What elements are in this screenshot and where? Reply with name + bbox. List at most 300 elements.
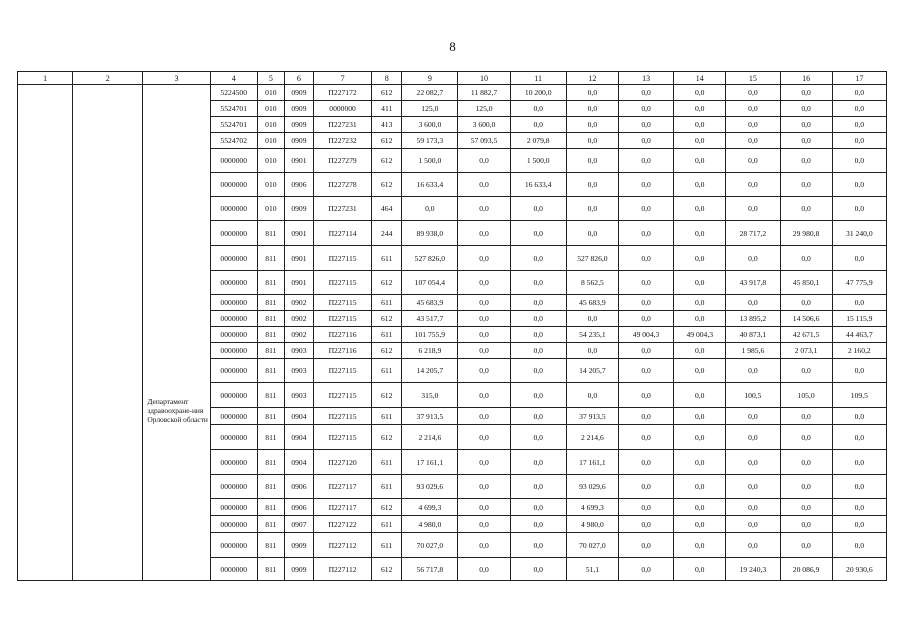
table-cell: 0,0 [726, 450, 780, 475]
table-cell: 0,0 [780, 173, 832, 197]
table-cell: 0,0 [510, 246, 566, 271]
table-cell: 0,0 [566, 383, 618, 408]
table-cell: 0,0 [618, 558, 673, 581]
table-cell: 0,0 [510, 343, 566, 359]
table-cell: П227231 [313, 117, 371, 133]
table-cell: 612 [372, 173, 402, 197]
column-header: 8 [372, 72, 402, 85]
table-cell: 0,0 [674, 221, 726, 246]
table-cell: 612 [372, 85, 402, 101]
table-cell: 0901 [284, 221, 313, 246]
table-cell: 0,0 [618, 343, 673, 359]
table-cell: 19 240,3 [726, 558, 780, 581]
table-cell: П227116 [313, 343, 371, 359]
table-cell: 2 079,8 [510, 133, 566, 149]
table-cell: 93 029,6 [402, 475, 458, 499]
table-cell: 0,0 [780, 85, 832, 101]
table-cell: 0,0 [618, 533, 673, 558]
table-cell: 811 [257, 383, 284, 408]
table-cell: 0,0 [726, 408, 780, 425]
table-cell: 44 463,7 [832, 327, 886, 343]
table-cell: 0,0 [458, 533, 510, 558]
table-cell: П227115 [313, 246, 371, 271]
table-cell: 612 [372, 383, 402, 408]
table-cell: 2 160,2 [832, 343, 886, 359]
table-cell: 0904 [284, 408, 313, 425]
table-cell: 0903 [284, 383, 313, 408]
table-cell: П227279 [313, 149, 371, 173]
table-cell: 0,0 [458, 383, 510, 408]
table-cell: 0,0 [618, 383, 673, 408]
table-cell: 49 004,3 [618, 327, 673, 343]
table-cell: 0000000 [210, 359, 257, 383]
table-cell: 0,0 [726, 101, 780, 117]
table-cell: 0,0 [780, 295, 832, 311]
table-cell: 811 [257, 271, 284, 295]
table-cell: 0,0 [566, 343, 618, 359]
table-cell: П227122 [313, 516, 371, 533]
table-cell: 811 [257, 425, 284, 450]
table-cell: 6 218,9 [402, 343, 458, 359]
table-cell: 413 [372, 117, 402, 133]
table-cell: 57 093,5 [458, 133, 510, 149]
table-cell: 612 [372, 271, 402, 295]
table-cell: 0000000 [210, 383, 257, 408]
table-cell: 411 [372, 101, 402, 117]
table-cell: П227231 [313, 197, 371, 221]
table-cell: 15 115,9 [832, 311, 886, 327]
table-cell: П227278 [313, 173, 371, 197]
table-body [18, 85, 887, 581]
table-cell: 0,0 [832, 295, 886, 311]
table-cell: 0000000 [210, 295, 257, 311]
table-cell: 0000000 [210, 197, 257, 221]
table-cell: 43 917,8 [726, 271, 780, 295]
department-name: Департамент здравоохране-ния Орловской области [147, 396, 208, 424]
table-cell: 125,0 [458, 101, 510, 117]
table-cell: 0,0 [458, 149, 510, 173]
table-cell: 0902 [284, 311, 313, 327]
table-cell: П227115 [313, 359, 371, 383]
table-cell: 51,1 [566, 558, 618, 581]
table-cell: 0904 [284, 425, 313, 450]
table-cell: П227117 [313, 499, 371, 516]
table-cell: 17 161,1 [402, 450, 458, 475]
table-cell: 0,0 [832, 197, 886, 221]
table-cell: 0906 [284, 173, 313, 197]
table-cell: 0902 [284, 295, 313, 311]
table-cell: 0,0 [674, 149, 726, 173]
table-cell: 0,0 [458, 197, 510, 221]
table-cell: 0,0 [674, 425, 726, 450]
table-cell: 611 [372, 246, 402, 271]
table-cell: 0,0 [566, 221, 618, 246]
table-cell: 14 205,7 [566, 359, 618, 383]
table-cell: 45 850,1 [780, 271, 832, 295]
table-cell: 612 [372, 311, 402, 327]
column-header: 12 [566, 72, 618, 85]
table-cell: 0901 [284, 149, 313, 173]
table-cell: 611 [372, 359, 402, 383]
table-cell: 0,0 [458, 516, 510, 533]
table-cell: 0,0 [566, 133, 618, 149]
table-cell: 70 027,0 [566, 533, 618, 558]
table-cell: 0,0 [510, 327, 566, 343]
column-header: 5 [257, 72, 284, 85]
column-header: 6 [284, 72, 313, 85]
table-cell: 0,0 [674, 173, 726, 197]
table-cell: П227115 [313, 271, 371, 295]
table-cell: 315,0 [402, 383, 458, 408]
table-cell: 0,0 [832, 101, 886, 117]
table-cell: 811 [257, 475, 284, 499]
table-cell: 0,0 [674, 516, 726, 533]
table-cell: 0,0 [618, 475, 673, 499]
table-cell: 2 073,1 [780, 343, 832, 359]
table-cell: 0,0 [510, 221, 566, 246]
table-cell: 59 173,3 [402, 133, 458, 149]
table-cell: 0,0 [510, 533, 566, 558]
table-cell: 1 500,0 [402, 149, 458, 173]
table-cell: 010 [257, 133, 284, 149]
table-cell: 40 873,1 [726, 327, 780, 343]
table-cell: 16 633,4 [510, 173, 566, 197]
table-cell: 0,0 [726, 133, 780, 149]
table-cell: 0,0 [458, 343, 510, 359]
table-cell: 0000000 [313, 101, 371, 117]
table-cell: 13 895,2 [726, 311, 780, 327]
table-cell: П227172 [313, 85, 371, 101]
table-cell: 0,0 [726, 117, 780, 133]
table-cell: 0,0 [458, 558, 510, 581]
table-cell: 611 [372, 327, 402, 343]
table-cell: 0,0 [832, 516, 886, 533]
table-cell: П227115 [313, 408, 371, 425]
table-cell: 0,0 [832, 425, 886, 450]
table-cell: 0000000 [210, 516, 257, 533]
table-cell: 0902 [284, 327, 313, 343]
table-cell: 0,0 [458, 425, 510, 450]
table-cell: 2 214,6 [402, 425, 458, 450]
table-cell: П227114 [313, 221, 371, 246]
table-cell: 0,0 [832, 117, 886, 133]
table-cell: 0000000 [210, 327, 257, 343]
table-cell: 0,0 [726, 197, 780, 221]
column-header: 10 [458, 72, 510, 85]
table-cell: 0,0 [674, 533, 726, 558]
table-cell: 100,5 [726, 383, 780, 408]
table-cell: 0,0 [618, 499, 673, 516]
table-cell: 0,0 [458, 359, 510, 383]
table-cell: 0,0 [566, 173, 618, 197]
table-cell: 0,0 [566, 117, 618, 133]
table-cell: 0,0 [780, 425, 832, 450]
table-cell: 0000000 [210, 343, 257, 359]
table-cell: 611 [372, 295, 402, 311]
table-cell: П227115 [313, 311, 371, 327]
table-cell: 0903 [284, 359, 313, 383]
table-cell: 20 930,6 [832, 558, 886, 581]
table-cell: 0,0 [832, 246, 886, 271]
table-cell: 0,0 [674, 499, 726, 516]
table-cell: 0,0 [832, 499, 886, 516]
table-cell: 22 082,7 [402, 85, 458, 101]
table-cell: 0,0 [510, 475, 566, 499]
table-cell: 45 683,9 [402, 295, 458, 311]
table-cell: 010 [257, 197, 284, 221]
page-number: 8 [449, 39, 456, 54]
budget-table [17, 71, 887, 581]
table-cell: 611 [372, 475, 402, 499]
table-cell: 0903 [284, 343, 313, 359]
table-cell: 0906 [284, 499, 313, 516]
table-cell: 0000000 [210, 425, 257, 450]
table-cell: 0,0 [674, 271, 726, 295]
table-cell: 0,0 [674, 197, 726, 221]
table-cell: 0,0 [510, 516, 566, 533]
table-cell: 0000000 [210, 271, 257, 295]
table-cell: 3 600,0 [402, 117, 458, 133]
table-cell: 31 240,0 [832, 221, 886, 246]
table-cell: 0,0 [458, 246, 510, 271]
table-cell: 0000000 [210, 221, 257, 246]
column-header: 4 [210, 72, 257, 85]
table-cell: 105,0 [780, 383, 832, 408]
table-cell: 0,0 [726, 173, 780, 197]
table-cell: 0901 [284, 246, 313, 271]
table-cell: 0,0 [726, 533, 780, 558]
table-cell: 0,0 [780, 197, 832, 221]
table-cell: 0,0 [780, 117, 832, 133]
table-cell: 0,0 [780, 133, 832, 149]
table-cell: 0000000 [210, 450, 257, 475]
table-cell: 0,0 [618, 311, 673, 327]
table-cell: 0000000 [210, 408, 257, 425]
table-cell: 612 [372, 558, 402, 581]
table-cell: 0,0 [832, 533, 886, 558]
table-cell: 49 004,3 [674, 327, 726, 343]
table-cell: 0909 [284, 133, 313, 149]
table-cell: 8 562,5 [566, 271, 618, 295]
table-cell: 811 [257, 327, 284, 343]
table-cell: 0,0 [674, 383, 726, 408]
table-cell: П227116 [313, 327, 371, 343]
table-cell: 0000000 [210, 149, 257, 173]
table-cell: 0,0 [618, 101, 673, 117]
table-cell: 0,0 [674, 246, 726, 271]
table-cell: 0,0 [780, 499, 832, 516]
table-cell: 0906 [284, 475, 313, 499]
table-cell: 611 [372, 516, 402, 533]
table-cell: 811 [257, 558, 284, 581]
table-cell: 107 054,4 [402, 271, 458, 295]
table-cell: 0,0 [618, 516, 673, 533]
column-header: 17 [832, 72, 886, 85]
table-cell: 70 027,0 [402, 533, 458, 558]
table-cell: П227120 [313, 450, 371, 475]
table-cell: 0909 [284, 101, 313, 117]
table-cell: 0,0 [510, 558, 566, 581]
table-cell: 0,0 [832, 173, 886, 197]
table-cell: 0907 [284, 516, 313, 533]
table-cell: 0909 [284, 85, 313, 101]
table-cell: 0,0 [458, 221, 510, 246]
table-cell: 37 913,5 [402, 408, 458, 425]
table-cell: 0,0 [832, 450, 886, 475]
table-cell: 0,0 [780, 450, 832, 475]
column-1-cell [18, 85, 73, 581]
table-cell: 0,0 [832, 475, 886, 499]
table-cell: 0,0 [618, 271, 673, 295]
table-cell: 0,0 [618, 85, 673, 101]
table-cell: 527 826,0 [402, 246, 458, 271]
table-cell: 125,0 [402, 101, 458, 117]
table-cell: 0,0 [458, 327, 510, 343]
table-cell: 0,0 [726, 149, 780, 173]
table-cell: 0,0 [566, 85, 618, 101]
table-cell: 0,0 [780, 149, 832, 173]
table-cell: 0,0 [674, 311, 726, 327]
column-2-cell [73, 85, 143, 581]
table-cell: 612 [372, 343, 402, 359]
table-cell: 0,0 [726, 246, 780, 271]
table-cell: 464 [372, 197, 402, 221]
table-cell: 0,0 [510, 359, 566, 383]
column-header: 16 [780, 72, 832, 85]
table-cell: 14 506,6 [780, 311, 832, 327]
table-cell: 0,0 [510, 450, 566, 475]
table-cell: П227112 [313, 533, 371, 558]
table-cell: 0,0 [726, 85, 780, 101]
table-cell: 0,0 [566, 311, 618, 327]
table-cell: 811 [257, 311, 284, 327]
table-cell: 0000000 [210, 499, 257, 516]
table-cell: 611 [372, 408, 402, 425]
table-cell: 527 826,0 [566, 246, 618, 271]
table-cell: 0,0 [674, 475, 726, 499]
table-cell: 4 699,3 [566, 499, 618, 516]
table-cell: 0904 [284, 450, 313, 475]
table-cell: 010 [257, 85, 284, 101]
table-cell: 0,0 [726, 295, 780, 311]
column-header: 11 [510, 72, 566, 85]
table-cell: 0,0 [566, 149, 618, 173]
table-cell: 0000000 [210, 533, 257, 558]
table-cell: П227232 [313, 133, 371, 149]
table-cell: 42 671,5 [780, 327, 832, 343]
table-cell: 0909 [284, 117, 313, 133]
table-cell: 0,0 [618, 221, 673, 246]
table-cell: 5224500 [210, 85, 257, 101]
table-cell: 0000000 [210, 558, 257, 581]
table-cell: 0,0 [510, 311, 566, 327]
table-cell: 0,0 [618, 408, 673, 425]
table-cell: П227117 [313, 475, 371, 499]
table-cell: 93 029,6 [566, 475, 618, 499]
table-cell: 0,0 [780, 533, 832, 558]
table-cell: 56 717,8 [402, 558, 458, 581]
table-cell: 0,0 [618, 359, 673, 383]
table-cell: 0,0 [780, 516, 832, 533]
table-cell: П227115 [313, 295, 371, 311]
table-cell: 4 980,0 [566, 516, 618, 533]
column-header: 3 [143, 72, 210, 85]
table-cell: 0,0 [674, 85, 726, 101]
table-cell: 0,0 [510, 271, 566, 295]
table-cell: 11 882,7 [458, 85, 510, 101]
table-cell: 0,0 [458, 295, 510, 311]
table-cell: 0,0 [510, 425, 566, 450]
table-cell: 611 [372, 533, 402, 558]
table-cell: 0,0 [674, 558, 726, 581]
table-cell: 0,0 [674, 359, 726, 383]
table-cell: 0,0 [618, 173, 673, 197]
table-cell: П227112 [313, 558, 371, 581]
table-cell: 010 [257, 117, 284, 133]
column-header: 2 [73, 72, 143, 85]
table-cell: 612 [372, 149, 402, 173]
table-cell: 0901 [284, 271, 313, 295]
table-cell: 0,0 [674, 343, 726, 359]
table-cell: 811 [257, 295, 284, 311]
table-cell: 612 [372, 133, 402, 149]
table-cell: 0,0 [674, 408, 726, 425]
table-cell: 0,0 [458, 311, 510, 327]
table-cell: 0,0 [458, 450, 510, 475]
table-cell: П227115 [313, 425, 371, 450]
column-header: 15 [726, 72, 780, 85]
table-cell: 0,0 [458, 271, 510, 295]
table-cell: 17 161,1 [566, 450, 618, 475]
table-cell: 0,0 [726, 516, 780, 533]
table-cell: 0909 [284, 533, 313, 558]
table-cell: 0,0 [726, 425, 780, 450]
table-cell: 0,0 [726, 499, 780, 516]
table-cell: 2 214,6 [566, 425, 618, 450]
table-cell: 811 [257, 221, 284, 246]
table-cell: 5524702 [210, 133, 257, 149]
table-cell: 0,0 [674, 117, 726, 133]
table-cell: 811 [257, 499, 284, 516]
table-cell: 5524701 [210, 101, 257, 117]
table-cell: 0,0 [458, 173, 510, 197]
table-cell: 0,0 [510, 117, 566, 133]
table-cell: 0,0 [618, 425, 673, 450]
table-cell: 0,0 [726, 475, 780, 499]
table-cell: П227115 [313, 383, 371, 408]
table-cell: 28 717,2 [726, 221, 780, 246]
column-header: 9 [402, 72, 458, 85]
table-cell: 4 699,3 [402, 499, 458, 516]
table-cell: 0,0 [566, 101, 618, 117]
table-cell: 0,0 [458, 408, 510, 425]
table-cell: 0909 [284, 558, 313, 581]
table-cell: 0909 [284, 197, 313, 221]
table-cell: 811 [257, 533, 284, 558]
table-cell: 16 633,4 [402, 173, 458, 197]
table-cell: 811 [257, 516, 284, 533]
table-row [18, 85, 887, 101]
table-cell: 0,0 [510, 197, 566, 221]
table-cell: 244 [372, 221, 402, 246]
table-cell: 811 [257, 359, 284, 383]
table-cell: 1 500,0 [510, 149, 566, 173]
table-cell: 1 985,6 [726, 343, 780, 359]
table-cell: 0,0 [832, 408, 886, 425]
table-cell: 612 [372, 499, 402, 516]
table-cell: 37 913,5 [566, 408, 618, 425]
table-cell: 811 [257, 408, 284, 425]
